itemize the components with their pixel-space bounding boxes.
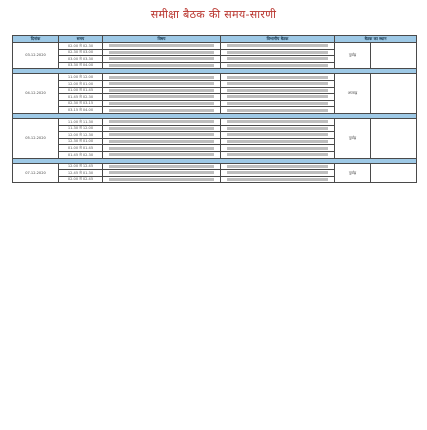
subject-text (109, 133, 214, 136)
meeting-text (227, 165, 328, 168)
subject-cell (103, 107, 221, 114)
meeting-text (227, 140, 328, 143)
subject-text (109, 44, 214, 47)
meeting-text (227, 171, 328, 174)
subject-text (109, 127, 214, 130)
time-cell: 12.00 से 01.00 (59, 80, 103, 87)
meeting-text (227, 178, 328, 181)
subject-text (109, 109, 214, 112)
time-cell: 02.00 से 02.45 (59, 176, 103, 183)
table-row (13, 118, 417, 125)
date-cell: 03.12.2020 (13, 43, 59, 69)
blank-cell (371, 118, 417, 158)
time-cell: 02.30 से 03.15 (59, 100, 103, 107)
time-cell: 12.00 से 12.45 (59, 163, 103, 170)
meeting-cell (221, 49, 335, 56)
date-cell: 04.12.2020 (13, 74, 59, 114)
time-cell: 11.30 से 12.00 (59, 125, 103, 132)
subject-cell (103, 125, 221, 132)
header-venue: बैठक का स्थान (335, 36, 417, 43)
meeting-text (227, 82, 328, 85)
subject-cell (103, 163, 221, 170)
meeting-cell (221, 43, 335, 50)
meeting-cell (221, 176, 335, 183)
meeting-text (227, 51, 328, 54)
meeting-cell (221, 125, 335, 132)
subject-cell (103, 49, 221, 56)
header-meeting: विभागीय बैठक (221, 36, 335, 43)
blank-cell (371, 163, 417, 183)
subject-text (109, 102, 214, 105)
subject-cell (103, 62, 221, 69)
meeting-text (227, 57, 328, 60)
table-header-row (13, 36, 417, 43)
meeting-cell (221, 100, 335, 107)
subject-cell (103, 170, 221, 177)
subject-text (109, 64, 214, 67)
meeting-text (227, 89, 328, 92)
subject-cell (103, 43, 221, 50)
time-cell: 03.30 से 04.00 (59, 62, 103, 69)
meeting-cell (221, 151, 335, 158)
subject-cell (103, 138, 221, 145)
subject-cell (103, 118, 221, 125)
header-time: समय (59, 36, 103, 43)
meeting-cell (221, 87, 335, 94)
subject-text (109, 171, 214, 174)
blank-cell (371, 74, 417, 114)
meeting-text (227, 153, 328, 156)
meeting-text (227, 127, 328, 130)
meeting-cell (221, 145, 335, 152)
date-cell: 07.12.2020 (13, 163, 59, 183)
subject-cell (103, 80, 221, 87)
meeting-cell (221, 107, 335, 114)
subject-cell (103, 100, 221, 107)
subject-cell (103, 132, 221, 139)
subject-text (109, 51, 214, 54)
meeting-cell (221, 163, 335, 170)
meeting-text (227, 44, 328, 47)
meeting-cell (221, 80, 335, 87)
time-cell: 03.00 से 03.30 (59, 56, 103, 63)
time-cell: 02.00 से 02.30 (59, 43, 103, 50)
subject-cell (103, 56, 221, 63)
table-body (13, 43, 417, 183)
date-cell: 05.12.2020 (13, 118, 59, 158)
time-cell: 01.45 से 02.30 (59, 151, 103, 158)
meeting-cell (221, 56, 335, 63)
schedule-table (12, 35, 417, 183)
subject-text (109, 120, 214, 123)
document-title: समीक्षा बैठक की समय-सारणी (150, 8, 277, 21)
meeting-text (227, 102, 328, 105)
venue-cell: पूर्वाह्न (335, 43, 371, 69)
meeting-cell (221, 170, 335, 177)
meeting-cell (221, 118, 335, 125)
subject-cell (103, 94, 221, 101)
table-row (13, 74, 417, 81)
meeting-text (227, 109, 328, 112)
meeting-text (227, 76, 328, 79)
subject-cell (103, 151, 221, 158)
time-cell: 01.45 से 02.30 (59, 94, 103, 101)
blank-cell (371, 43, 417, 69)
meeting-cell (221, 138, 335, 145)
time-cell: 01.00 से 01.45 (59, 145, 103, 152)
meeting-text (227, 64, 328, 67)
venue-cell: अपराह्न (335, 74, 371, 114)
time-cell: 02.30 से 03.00 (59, 49, 103, 56)
subject-cell (103, 176, 221, 183)
subject-text (109, 95, 214, 98)
time-cell: 11.00 से 11.30 (59, 118, 103, 125)
time-cell: 03.15 से 04.00 (59, 107, 103, 114)
header-date: दिनांक (13, 36, 59, 43)
meeting-text (227, 133, 328, 136)
time-cell: 12.30 से 01.00 (59, 138, 103, 145)
meeting-text (227, 147, 328, 150)
subject-text (109, 147, 214, 150)
subject-cell (103, 74, 221, 81)
subject-cell (103, 145, 221, 152)
subject-text (109, 82, 214, 85)
subject-cell (103, 87, 221, 94)
venue-cell: पूर्वाह्न (335, 118, 371, 158)
table-row (13, 163, 417, 170)
subject-text (109, 89, 214, 92)
subject-text (109, 76, 214, 79)
schedule-table-container (12, 35, 416, 183)
subject-text (109, 165, 214, 168)
meeting-text (227, 120, 328, 123)
meeting-cell (221, 74, 335, 81)
subject-text (109, 178, 214, 181)
time-cell: 11.00 से 12.00 (59, 74, 103, 81)
subject-text (109, 153, 214, 156)
time-cell: 01.00 से 01.45 (59, 87, 103, 94)
venue-cell: पूर्वाह्न (335, 163, 371, 183)
subject-text (109, 57, 214, 60)
meeting-cell (221, 62, 335, 69)
header-subject: विषय (103, 36, 221, 43)
time-cell: 12.00 से 12.30 (59, 132, 103, 139)
table-row (13, 43, 417, 50)
meeting-cell (221, 94, 335, 101)
meeting-text (227, 95, 328, 98)
meeting-cell (221, 132, 335, 139)
time-cell: 12.45 से 01.30 (59, 170, 103, 177)
subject-text (109, 140, 214, 143)
